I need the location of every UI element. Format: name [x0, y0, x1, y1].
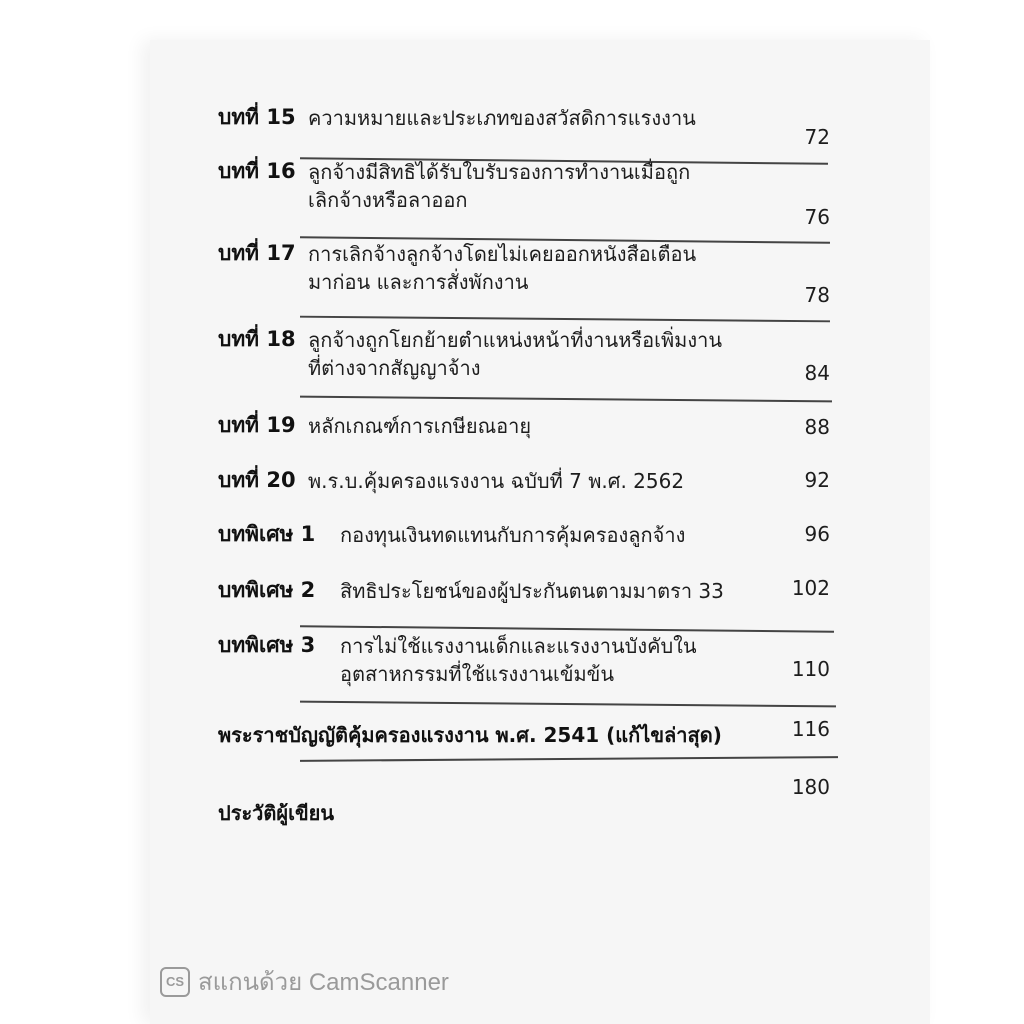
camscanner-icon: CS — [160, 967, 190, 997]
chapter-title — [340, 632, 697, 688]
watermark-text: สแกนด้วย CamScanner — [198, 969, 449, 996]
chapter-title-line: ลูกจ้างถูกโยกย้ายตำแหน่งหน้าที่งานหรือเพิ่มงาน — [308, 328, 723, 352]
chapter-title-line: การเลิกจ้างลูกจ้างโดยไม่เคยออกหนังสือเตือน — [308, 242, 697, 266]
chapter-label: บทพิเศษ 1 — [218, 522, 316, 546]
page-number: 116 — [791, 717, 830, 741]
divider — [300, 396, 832, 403]
page-number: 92 — [804, 468, 830, 492]
chapter-title-line: มาก่อน และการสั่งพักงาน — [308, 270, 529, 294]
chapter-title — [340, 521, 685, 549]
chapter-title — [308, 240, 696, 296]
chapter-title — [340, 577, 724, 605]
page-number: 72 — [804, 125, 830, 149]
chapter-title — [308, 104, 696, 132]
chapter-label: บทที่ 18 — [218, 327, 296, 351]
chapter-label: บทที่ 16 — [218, 159, 296, 183]
chapter-label: บทที่ 15 — [218, 105, 296, 129]
page-number: 88 — [804, 415, 830, 439]
divider — [300, 701, 836, 708]
divider — [300, 316, 830, 323]
chapter-label: บทที่ 19 — [218, 413, 296, 437]
page-number: 84 — [804, 361, 830, 385]
chapter-title-line: ที่ต่างจากสัญญาจ้าง — [308, 356, 481, 380]
chapter-title — [308, 467, 684, 495]
page-number: 110 — [791, 657, 830, 681]
chapter-title-line: การไม่ใช้แรงงานเด็กและแรงงานบังคับใน — [340, 634, 697, 658]
chapter-title-line: เลิกจ้างหรือลาออก — [308, 188, 468, 212]
chapter-title-line: อุตสาหกรรมที่ใช้แรงงานเข้มข้น — [340, 662, 615, 686]
chapter-title-line: ลูกจ้างมีสิทธิได้รับใบรับรองการทำงานเมื่อถูก — [308, 160, 691, 184]
page-number: 102 — [791, 576, 830, 600]
page-number: 96 — [804, 522, 830, 546]
chapter-title-line: สิทธิประโยชน์ของผู้ประกันตนตามมาตรา 33 — [340, 579, 724, 603]
page-number: 78 — [804, 283, 830, 307]
chapter-title — [308, 158, 690, 214]
page-number: 76 — [804, 205, 830, 229]
chapter-title-line: พ.ร.บ.คุ้มครองแรงงาน ฉบับที่ 7 พ.ศ. 2562 — [308, 469, 685, 493]
chapter-title-line: หลักเกณฑ์การเกษียณอายุ — [308, 414, 532, 438]
chapter-label: บทพิเศษ 3 — [218, 633, 316, 657]
chapter-label: ประวัติผู้เขียน — [218, 801, 335, 825]
chapter-title — [308, 412, 531, 440]
chapter-title — [308, 326, 722, 382]
chapter-label: บทพิเศษ 2 — [218, 578, 316, 602]
chapter-label: บทที่ 20 — [218, 468, 296, 492]
camscanner-watermark — [160, 962, 449, 1001]
chapter-title-line: ความหมายและประเภทของสวัสดิการแรงงาน — [308, 106, 696, 130]
chapter-title-line: กองทุนเงินทดแทนกับการคุ้มครองลูกจ้าง — [340, 523, 686, 547]
chapter-label: พระราชบัญญัติคุ้มครองแรงงาน พ.ศ. 2541 (แก้ไขล่าสุด) — [218, 723, 722, 747]
chapter-label: บทที่ 17 — [218, 241, 296, 265]
divider — [300, 756, 838, 762]
page-number: 180 — [791, 775, 830, 799]
